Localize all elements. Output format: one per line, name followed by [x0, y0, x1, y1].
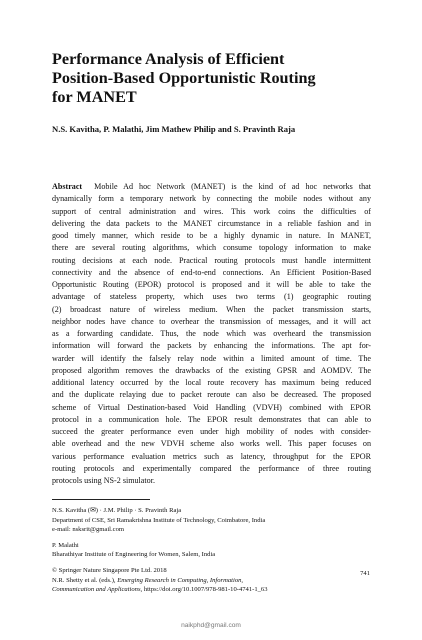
paper-title — [52, 50, 382, 107]
title-line-1: Performance Analysis of Efficient — [52, 50, 285, 68]
abstract-line: routing decisions at each node. Practical routing protocols must handle intermittent — [52, 255, 371, 265]
author-list: N.S. Kavitha, P. Malathi, Jim Mathew Philip and S. Pravinth Raja — [52, 124, 296, 134]
watermark-email: naikphd@gmail.com — [181, 622, 241, 629]
abstract-label: Abstract — [52, 182, 83, 191]
abstract-line: routing protocols and experimentally compared the performance of three routing — [52, 463, 371, 473]
abstract-line: support of central administration and wires. This work coins the difficulties of — [52, 206, 371, 216]
abstract-line: able overhead and the new VDVH scheme also works well. This paper focuses on — [52, 439, 371, 449]
page-number: 741 — [360, 570, 370, 577]
affiliation-1: Department of CSE, Sri Ramakrishna Institute of Technology, Coimbatore, India — [52, 516, 266, 524]
abstract-line: Opportunistic Routing (EPOR) protocol is proposed and it will be able to take the — [52, 280, 371, 289]
abstract-line: dynamically form a temporary network by connecting the mobile nodes without any — [52, 194, 371, 204]
abstract-line: proposed algorithm removes the drawbacks of the existing GPSR and AOMDV. The — [52, 365, 371, 375]
abstract-line: protocol in a communication hole. The EPOR result demonstrates that can able to — [52, 414, 371, 424]
abstract-line: neighbor nodes have chance to overhear the transmission of messages, and it will act — [52, 316, 371, 326]
copyright-line: © Springer Nature Singapore Pte Ltd. 2018 — [52, 566, 167, 574]
footnotes — [52, 506, 372, 595]
title-line-2: Position-Based Opportunistic Routing — [52, 69, 316, 87]
abstract-line: various performance evaluation metrics such as latency, throughput for the EPOR — [52, 451, 371, 461]
citation-line-1: N.R. Shetty et al. (eds.), Emerging Research in Computing, Information, — [52, 576, 244, 584]
abstract-line: (2) broadcast nature of wireless medium. When the packet transmission starts, — [52, 304, 371, 314]
abstract — [52, 181, 371, 487]
footnote-divider — [52, 499, 150, 500]
abstract-line: succeed the greater performance even under high mobility of nodes with consider- — [52, 427, 371, 436]
abstract-line: and the duplicate relaying due to packet reroute can also be decreased. The proposed — [52, 390, 371, 400]
abstract-line: connectivity and the absence of end-to-end connections. An Efficient Position-Based — [52, 267, 371, 277]
affiliation-2: Bharathiyar Institute of Engineering for Women, Salem, India — [52, 551, 216, 559]
abstract-line: there are several routing algorithms, which consume topology information to make — [52, 243, 371, 253]
author-email: e-mail: nsksrit@gmail.com — [52, 526, 124, 534]
abstract-line: protocols using NS-2 simulator. — [52, 476, 155, 485]
abstract-line: good timely manner, which reside to be a highly dynamic in nature. In MANET, — [52, 231, 371, 240]
abstract-line: Abstract Mobile Ad hoc Network (MANET) is the kind of ad hoc networks that — [52, 182, 371, 191]
citation-line-2: Communication and Applications, https://doi.org/10.1007/978-981-10-4741-1_63 — [52, 586, 268, 594]
title-line-3: for MANET — [52, 88, 137, 106]
abstract-line: scheme of Virtual Destination-based Void Handling (VDVH) combined with EPOR — [52, 402, 371, 412]
envelope-icon: ✉ — [90, 507, 96, 514]
abstract-line: advantage of stateless property, which uses two terms (1) geographic routing — [52, 292, 371, 302]
corresponding-author-line: N.S. Kavitha (✉) · J.M. Philip · S. Pravinth Raja — [52, 507, 182, 514]
author-2: P. Malathi — [52, 541, 79, 549]
abstract-line: delivering the data packets to the MANET circumstance in a reliable fashion and in — [52, 218, 371, 228]
abstract-line: information will forward the packets by enhancing the informations. The apt for- — [52, 341, 371, 351]
abstract-line: additional latency occurred by the local route recovery has maximum being reduced — [52, 378, 371, 387]
abstract-line: as a forwarding candidate. Thus, the node which was overheard the transmission — [52, 329, 371, 338]
abstract-line: warder will identify the falsely relay node within a limited amount of time. The — [52, 353, 371, 363]
